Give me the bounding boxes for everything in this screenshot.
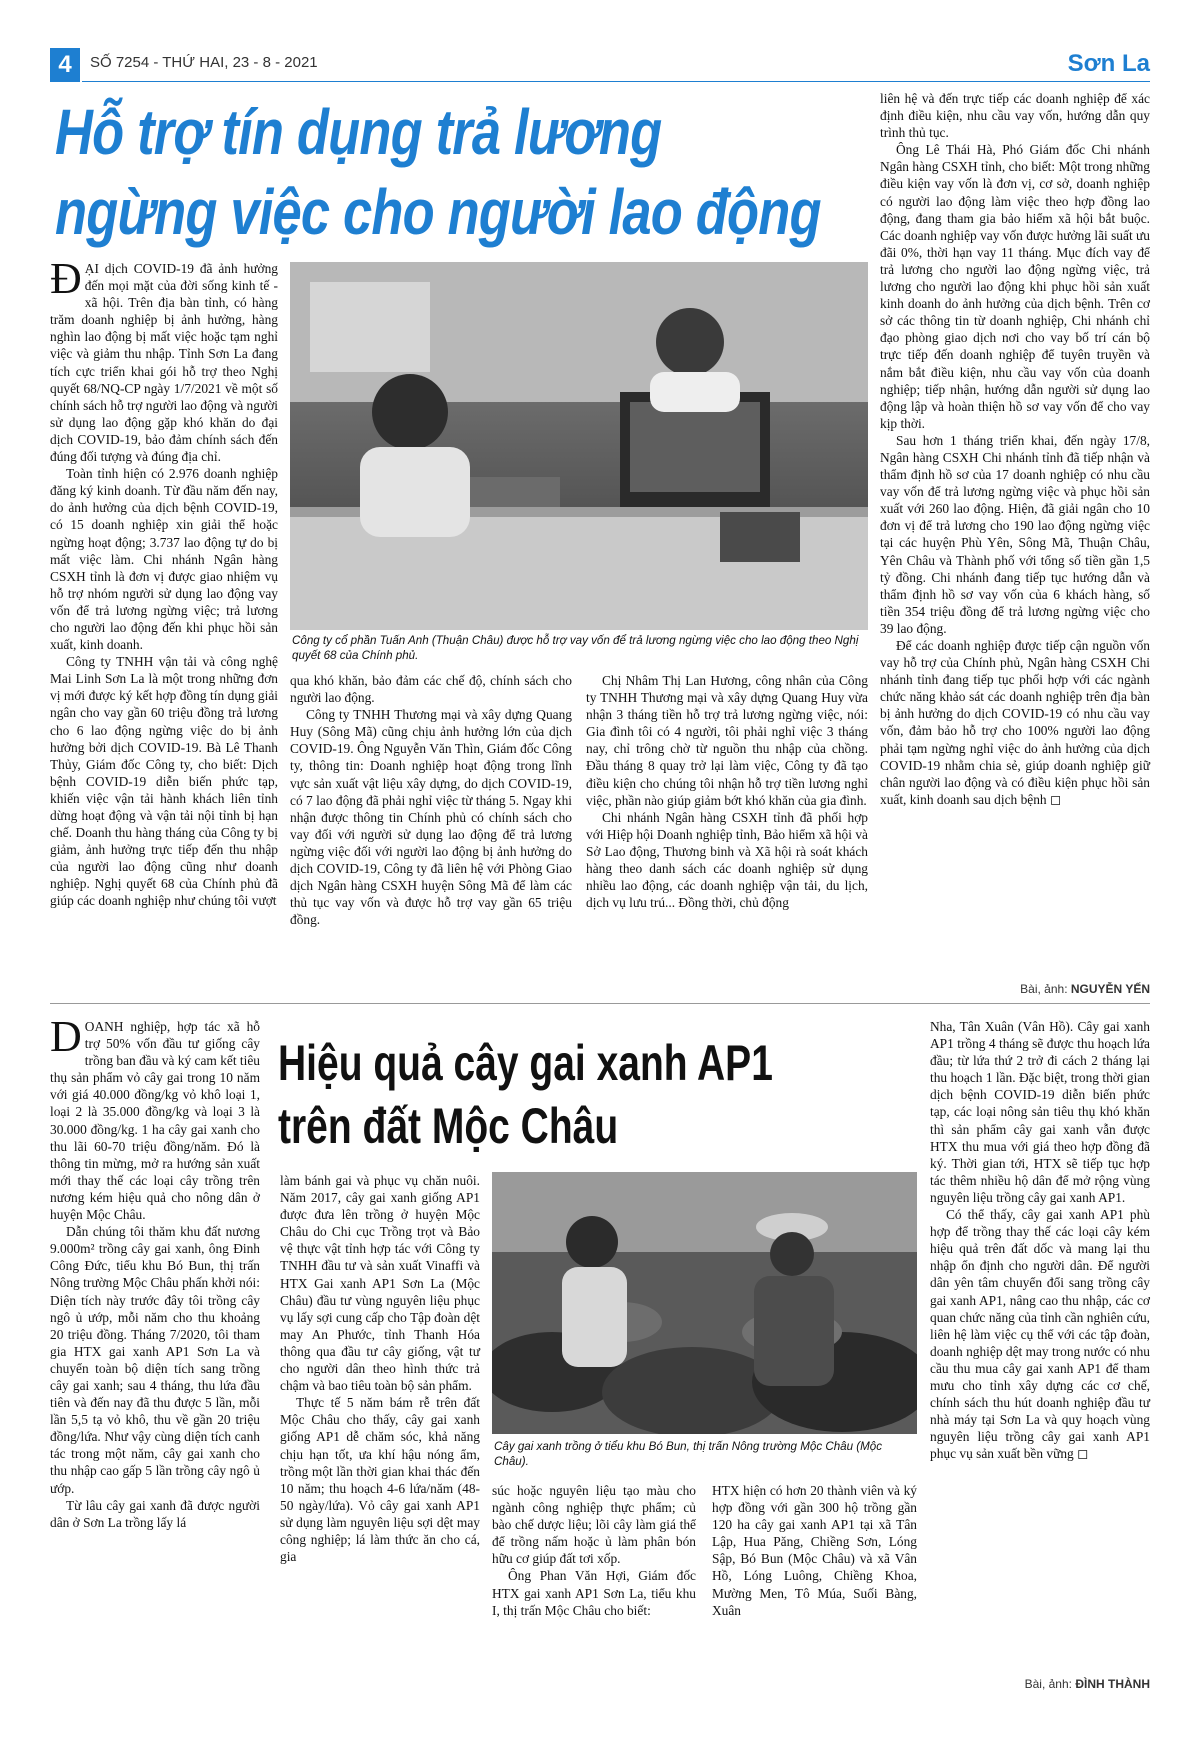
article2-byline: Bài, ảnh: ĐÌNH THÀNH — [1024, 1677, 1150, 1691]
article1-title-line2: ngừng việc cho người lao động — [55, 176, 821, 248]
page-number: 4 — [50, 48, 80, 82]
article2-title-line1: Hiệu quả cây gai xanh AP1 — [278, 1035, 773, 1091]
drop-cap: D — [50, 1012, 82, 1061]
article1-byline: Bài, ảnh: NGUYỄN YẾN — [1020, 982, 1150, 996]
article1-paragraph: liên hệ và đến trực tiếp các doanh nghiệp để xác định điều kiện, nhu cầu vay vốn, hướng dẫn quy trình thủ tục. — [880, 91, 1150, 141]
header-rule — [82, 81, 1150, 82]
article1-photo-caption: Công ty cổ phần Tuấn Anh (Thuận Châu) được hỗ trợ vay vốn để trả lương ngừng việc cho lao động theo Nghị quyết 68 của Chính phủ. — [292, 634, 859, 662]
drop-cap: Đ — [50, 254, 82, 303]
article1-paragraph: Công ty TNHH vận tải và công nghệ Mai Linh Sơn La là một trong những đơn vị mới được ký kết hợp đồng tín dụng giải ngân cho vay gần 60 triệu đồng trả lương cho 6 lao động ngừng việc do bị ảnh hưởng bởi dịch COVID-19. Bà Lê Thanh Thủy, Giám đốc Công ty, cho biết: Dịch bệnh COVID-19 diễn biến phức tạp, khiến việc vận tải hành khách liên tỉnh dừng hoạt động và vận tải nội tỉnh bị hạn chế. Doanh thu hàng tháng của Công ty bị giảm, ảnh hưởng trực tiếp đến thu nhập của người lao động cũng như doanh nghiệp. Nghị quyết 68 của Chính phủ đã giúp các doanh nghiệp như chúng tôi vượt — [50, 654, 278, 909]
article-separator — [50, 1003, 1150, 1004]
article2-photo-caption: Cây gai xanh trồng ở tiểu khu Bó Bun, thị trấn Nông trường Mộc Châu (Mộc Châu). — [494, 1440, 883, 1468]
article1-paragraph: Chi nhánh Ngân hàng CSXH tỉnh đã phối hợp với Hiệp hội Doanh nghiệp tỉnh, Bảo hiểm xã hội và Sở Lao động, Thương binh và Xã hội rà soát khách hàng theo danh sách các doanh nghiệp sử dụng nhiều lao động, các doanh nghiệp vận tải, du lịch, dịch vụ lưu trú... Đồng thời, chủ động — [586, 809, 868, 911]
article2-photo — [492, 1172, 917, 1434]
article2-paragraph: súc hoặc nguyên liệu tạo màu cho ngành công nghiệp thực phẩm; củ bào chế dược liệu; lõi cây làm giá thể để trồng nấm hoặc ủ làm phân bón hữu cơ giúp đất tơi xốp. — [492, 1483, 696, 1567]
article1-paragraph: Để các doanh nghiệp được tiếp cận nguồn vốn vay hỗ trợ của Chính phủ, Ngân hàng CSXH Chi nhánh tỉnh đang tiếp tục phối hợp với các ngành chức năng khảo sát các doanh nghiệp trên địa bàn bị ảnh hưởng do dịch COVID-19 có nhu cầu vay vốn, đảm bảo hỗ trợ cho 100% người lao động phải tạm ngừng nghỉ việc do ảnh hưởng của dịch COVID-19 nhằm chia sẻ, giúp doanh nghiệp giữ chân người lao động và có điều kiện phục hồi sản xuất, kinh doanh sau dịch bệnh ◻ — [880, 638, 1150, 807]
article1-column-3 — [586, 672, 868, 911]
article2-title — [278, 1032, 777, 1158]
issue-info: SỐ 7254 - THỨ HAI, 23 - 8 - 2021 — [90, 54, 318, 71]
article2-paragraph: Ông Phan Văn Hợi, Giám đốc HTX gai xanh AP1 Sơn La, tiểu khu I, thị trấn Mộc Châu cho biết: — [492, 1568, 696, 1618]
article1-paragraph: ĐẠI dịch COVID-19 đã ảnh hưởng đến mọi mặt của đời sống kinh tế - xã hội. Trên địa bàn tỉnh, có hàng trăm doanh nghiệp bị ảnh hưởng, hàng nghìn lao động bị mất việc hoặc tạm nghỉ việc và giảm thu nhập. Tỉnh Sơn La đang tích cực triển khai gói hỗ trợ theo Nghị quyết 68/NQ-CP ngày 1/7/2021 về một số chính sách hỗ trợ người lao động và người sử dụng lao động gặp khó khăn do đại dịch COVID-19, bảo đảm chính sách đến đúng đối tượng và đúng địa chỉ. — [50, 254, 278, 465]
article1-paragraph: qua khó khăn, bảo đảm các chế độ, chính sách cho người lao động. — [290, 673, 572, 706]
article1-photo — [290, 262, 868, 630]
article1-paragraph: Sau hơn 1 tháng triển khai, đến ngày 17/8, Ngân hàng CSXH Chi nhánh tỉnh đã tiếp nhận và thẩm định hồ sơ của 17 doanh nghiệp có nhu cầu vay vốn để trả lương ngừng việc và phục hồi sản xuất với 260 lao động. Hiện, đã giải ngân cho 10 đơn vị để trả lương cho 190 lao động ngừng việc tại các huyện Phù Yên, Sông Mã, Thuận Châu, Yên Châu và Thành phố với tổng số tiền gần 1,5 tỷ đồng. Chi nhánh đang tiếp tục hướng dẫn và thẩm định hồ sơ vay vốn của 6 khách hàng, số tiền 354 triệu đồng để trả lương ngừng việc cho 39 lao động. — [880, 432, 1150, 636]
article2-title-line2: trên đất Mộc Châu — [278, 1098, 619, 1154]
article2-paragraph: Từ lâu cây gai xanh đã được người dân ở Sơn La trồng lấy lá — [50, 1497, 260, 1530]
article1-column-2 — [290, 672, 572, 928]
article2-column-3 — [492, 1482, 696, 1619]
article1-paragraph: Công ty TNHH Thương mại và xây dựng Quang Huy (Sông Mã) cũng chịu ảnh hưởng lớn của dịch COVID-19. Ông Nguyễn Văn Thìn, Giám đốc Công ty, thông tin: Doanh nghiệp hoạt động trong lĩnh vực sản xuất vật liệu xây dựng, do dịch COVID-19, có 7 lao động đã phải nghỉ việc từ tháng 5. Ngay khi nhận được thông tin Chính phủ có chính sách cho vay đối với người sử dụng lao động để trả lương ngừng việc đối với người lao động bị ảnh hưởng do dịch COVID-19, Công ty đã liên hệ với Phòng Giao dịch Ngân hàng CSXH huyện Sông Mã để làm các thủ tục vay vốn và được hỗ trợ vay gần 65 triệu đồng. — [290, 707, 572, 928]
article2-paragraph: Có thể thấy, cây gai xanh AP1 phù hợp để trồng thay thế các loại cây kém hiệu quả trên đất dốc và mang lại thu nhập ổn định cho người dân. Để người dân yên tâm chuyển đổi sang trồng cây gai xanh AP1, nâng cao thu nhập, các cơ quan chức năng của tỉnh cần nghiên cứu, liên hệ làm việc cụ thể với các tập đoàn, doanh nghiệp dệt may trong nước có nhu cầu thu mua cây gai xanh AP1 để tham mưu cho tỉnh xây dựng các cơ chế, chính sách thu hút doanh nghiệp đầu tư nhà máy tại Sơn La và quy hoạch vùng nguyên liệu trồng cây gai xanh AP1 phục vụ sản xuất bền vững ◻ — [930, 1207, 1150, 1462]
article2-paragraph: DOANH nghiệp, hợp tác xã hỗ trợ 50% vốn đầu tư giống cây trồng ban đầu và ký cam kết tiêu thụ sản phẩm vỏ cây gai trong 10 năm với giá 40.000 đồng/kg vỏ khô loại 1, loại 2 là 35.000 đồng/kg và loại 3 là 30.000 đồng/kg. 1 ha cây gai xanh cho thu lãi 60-70 triệu đồng/năm. Đó là thông tin mừng, mở ra hướng sản xuất mới thay thế các loại cây trồng trên nương kém hiệu quả cho nông dân ở huyện Mộc Châu. — [50, 1012, 260, 1223]
article2-column-4 — [712, 1482, 917, 1619]
article1-paragraph: Toàn tỉnh hiện có 2.976 doanh nghiệp đăng ký kinh doanh. Từ đầu năm đến nay, do ảnh hưởng của dịch bệnh COVID-19, có 15 doanh nghiệp xin giải thể hoặc ngừng hoạt động; 3.737 lao động tự do bị mất việc làm. Chi nhánh Ngân hàng CSXH tỉnh là đơn vị được giao nhiệm vụ hỗ trợ nhóm người sử dụng lao động vay vốn để trả lương ngừng việc; trả lương cho người lao động đến khi phục hồi sản xuất, kinh doanh. — [50, 466, 278, 653]
article1-paragraph: Ông Lê Thái Hà, Phó Giám đốc Chi nhánh Ngân hàng CSXH tỉnh, cho biết: Một trong những điều kiện vay vốn là đơn vị, cơ sở, doanh nghiệp có người lao động làm việc theo hợp đồng lao động, đang tham gia bảo hiểm xã hội bắt buộc. Các doanh nghiệp vay vốn được hưởng lãi suất ưu đãi 0%, thời hạn vay 11 tháng. Mục đích vay để trả lương cho người lao động ngừng việc, trả lương cho người lao động khi phục hồi sản xuất kinh doanh do ảnh hưởng của dịch bệnh. Trên cơ sở các thông tin từ doanh nghiệp, Chi nhánh chỉ đạo phòng giao dịch nơi cho vay bố trí cán bộ trực tiếp đến doanh nghiệp để tuyên truyền và nắm bắt điều kiện, nhu cầu vay vốn của doanh nghiệp; tiếp nhận, hướng dẫn người sử dụng lao động lập và hoàn thiện hồ sơ vay vốn để cho vay kịp thời. — [880, 142, 1150, 431]
newspaper-brand: Sơn La — [1067, 50, 1150, 77]
article2-paragraph: Dẫn chúng tôi thăm khu đất nương 9.000m² trồng cây gai xanh, ông Đinh Công Đức, tiểu khu Bó Bun, thị trấn Nông trường Mộc Châu phấn khởi nói: Diện tích này trước đây tôi trồng cây ngô ủ ướp, mỗi năm cho thu khoảng 20 triệu đồng. Tháng 7/2020, tôi tham gia HTX gai xanh AP1 Sơn La và chuyển toàn bộ diện tích sang trồng cây gai xanh; sau 4 tháng, thu lứa đầu tiên và đến nay đã thu được 5 lần, mỗi lần 5,5 tạ vỏ khô, thu về gần 20 triệu đồng/lứa. Như vậy cùng diện tích canh tác trong một năm, cây gai xanh cho thu nhập cao gấp 5 lần trồng cây ngô ủ ướp. — [50, 1224, 260, 1496]
article2-author: ĐÌNH THÀNH — [1075, 1677, 1150, 1691]
bank-counter-photo — [290, 262, 868, 630]
article2-paragraph: làm bánh gai và phục vụ chăn nuôi. Năm 2017, cây gai xanh giống AP1 được đưa lên trồng ở huyện Mộc Châu do Chi cục Trồng trọt và Bảo vệ thực vật tỉnh hợp tác với Công ty TNHH đầu tư và sản xuất Vinaffi và HTX Gai xanh AP1 Sơn La (Mộc Châu) đầu tư vùng nguyên liệu phục vụ lấy sợi cung cấp cho Tập đoàn dệt may An Phước, tỉnh Thanh Hóa thông qua đầu tư cây giống, vật tư cho người dân theo hình thức trả chậm và bao tiêu toàn bộ sản phẩm. — [280, 1173, 480, 1394]
article2-paragraph: HTX hiện có hơn 20 thành viên và ký hợp đồng với gần 300 hộ trồng gần 120 ha cây gai xanh AP1 tại xã Tân Lập, Hua Păng, Chiềng Sơn, Lóng Sập, Bó Bun (Mộc Châu) và xã Vân Hồ, Lóng Luông, Chiềng Khoa, Mường Men, Tô Múa, Suối Bàng, Xuân — [712, 1483, 917, 1618]
article2-paragraph: Thực tế 5 năm bám rễ trên đất Mộc Châu cho thấy, cây gai xanh giống AP1 dễ chăm sóc, khả năng chịu hạn tốt, ưa khí hậu nóng ẩm, trồng một lần thời gian khai thác đến 10 năm; thu hoạch 4-6 lứa/năm (48-50 ngày/lứa). Vỏ cây gai xanh AP1 sử dụng làm nguyên liệu sợi dệt may công nghiệp; lá làm thức ăn cho cá, gia — [280, 1395, 480, 1565]
article1-column-1 — [50, 254, 278, 910]
article1-paragraph: Chị Nhâm Thị Lan Hương, công nhân của Công ty TNHH Thương mại và xây dựng Quang Huy vừa nhận 3 tháng tiền hỗ trợ trả lương ngừng việc, nói: Gia đình tôi có 4 người, tôi phải nghỉ việc 3 tháng nay, chỉ trông chờ từ nguồn thu nhập của chồng. Đầu tháng 8 quay trở lại làm việc, Công ty đã tạo điều kiện cho chúng tôi nhận hỗ trợ tiền lương nghỉ việc, phần nào giúp giảm bớt khó khăn của gia đình. — [586, 673, 868, 808]
page-header — [50, 48, 1150, 82]
article2-column-1 — [50, 1012, 260, 1531]
gai-xanh-field-photo — [492, 1172, 917, 1434]
article1-title-line1: Hỗ trợ tín dụng trả lương — [55, 96, 662, 168]
article1-author: NGUYỄN YẾN — [1070, 982, 1150, 996]
article2-column-5 — [930, 1018, 1150, 1462]
article2-paragraph: Nha, Tân Xuân (Vân Hồ). Cây gai xanh AP1 trồng 4 tháng sẽ được thu hoạch lứa đầu; từ lứa thứ 2 trở đi cách 2 tháng lại thu hoạch 1 lần. Đặc biệt, trong thời gian dịch bệnh COVID-19 diễn biến phức tạp, các loại nông sản tiêu thụ khó khăn thì sản phẩm cây gai xanh vẫn được HTX thu mua với giá theo hợp đồng đã ký. Thời gian tới, HTX sẽ tiếp tục hợp tác thêm nhiều hộ dân để mở rộng vùng nguyên liệu trồng cây gai xanh AP1. — [930, 1019, 1150, 1205]
article1-column-4 — [880, 90, 1150, 808]
article1-title — [55, 92, 821, 252]
article2-column-2 — [280, 1172, 480, 1565]
